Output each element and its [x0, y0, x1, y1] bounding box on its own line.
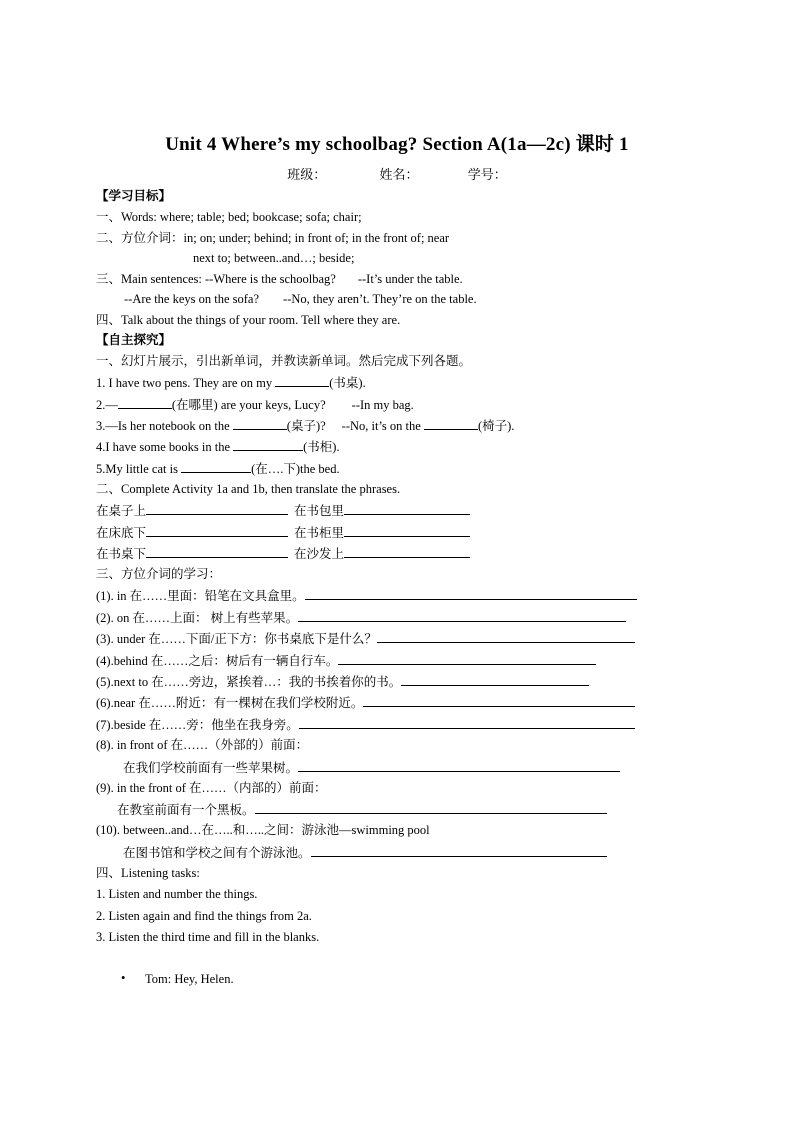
question-3-hint: (桌子)?: [286, 419, 326, 433]
preposition-between: (10). between..and…在…..和…..之间：游泳池—swimming pool: [96, 823, 430, 837]
sentence-blank[interactable]: [299, 716, 635, 729]
preposition-next-to-text: (5).next to 在……旁边，紧挨着…：我的书挨着你的书。: [96, 675, 402, 689]
preposition-in: [96, 587, 637, 604]
translate-row-2: [96, 524, 470, 541]
question-2-text: 2.—: [96, 398, 118, 412]
phrase-on-sofa: 在沙发上: [294, 547, 345, 561]
preposition-beside: [96, 716, 635, 733]
question-4-hint: (书柜).: [303, 440, 340, 454]
question-2-hint: (在哪里) are your keys, Lucy?: [171, 398, 326, 412]
sentence-blank[interactable]: [298, 609, 626, 622]
listening-task-2: 2. Listen again and find the things from 2a.: [96, 909, 312, 923]
in-the-front-of-sentence: 在教室前面有一个黑板。: [117, 803, 255, 817]
translate-row-3: [96, 545, 470, 562]
objective-sentences: [96, 271, 463, 287]
question-2-answer: --In my bag.: [351, 398, 414, 412]
student-info: [0, 164, 794, 183]
question-4: [96, 438, 340, 455]
bullet-icon: •: [121, 971, 126, 985]
sentence-blank[interactable]: [338, 652, 596, 665]
question-1: [96, 374, 366, 391]
translate-blank[interactable]: [146, 502, 288, 515]
phrase-under-desk: 在书桌下: [96, 547, 147, 561]
preposition-in-front-of: (8). in front of 在……（外部的）前面：: [96, 738, 309, 752]
question-5-text: 5.My little cat is: [96, 462, 178, 476]
answer-blank[interactable]: [118, 396, 172, 409]
preposition-on: [96, 609, 626, 626]
sentence-question-1: 三、Main sentences: --Where is the schoolbag?: [96, 272, 336, 286]
preposition-under-text: (3). under 在……下面/正下方：你书桌底下是什么？: [96, 632, 377, 646]
class-label: 班级：: [287, 167, 327, 182]
answer-blank[interactable]: [233, 417, 287, 430]
part-three-instruction: 三、方位介词的学习：: [96, 567, 222, 581]
objective-words: 一、Words: where; table; bed; bookcase; sofa; chair;: [96, 210, 362, 224]
preposition-behind-text: (4).behind 在……之后：树后有一辆自行车。: [96, 654, 339, 668]
sentence-blank[interactable]: [311, 844, 607, 857]
answer-blank[interactable]: [275, 374, 329, 387]
answer-blank[interactable]: [233, 438, 303, 451]
listening-task-1: 1. Listen and number the things.: [96, 887, 258, 901]
question-3: [96, 417, 514, 434]
part-four-instruction: 四、Listening tasks:: [96, 866, 200, 880]
translate-blank[interactable]: [146, 545, 288, 558]
part-two-instruction: 二、Complete Activity 1a and 1b, then translate the phrases.: [96, 482, 401, 496]
sentence-question-2: --Are the keys on the sofa?: [124, 292, 260, 306]
question-5-hint: (在….下)the bed.: [251, 462, 340, 476]
preposition-next-to: [96, 673, 589, 690]
dialog-line-1: Tom: Hey, Helen.: [145, 972, 234, 986]
preposition-in-text: (1). in 在……里面：铅笔在文具盒里。: [96, 589, 305, 603]
preposition-in-the-front-of: (9). in the front of 在……（内部的）前面：: [96, 781, 327, 795]
answer-blank[interactable]: [181, 460, 251, 473]
phrase-under-bed: 在床底下: [96, 526, 147, 540]
sentence-answer-2: --No, they aren’t. They’re on the table.: [283, 292, 477, 306]
sentence-blank[interactable]: [401, 673, 589, 686]
in-front-of-sentence: 在我们学校前面有一些苹果树。: [123, 761, 299, 775]
phrase-on-desk: 在桌子上: [96, 504, 147, 518]
phrase-in-schoolbag: 在书包里: [294, 504, 345, 518]
page-title: Unit 4 Where’s my schoolbag? Section A(1a—2c) 课时 1: [165, 134, 629, 155]
preposition-under: [96, 630, 635, 647]
sentence-blank[interactable]: [377, 630, 635, 643]
objective-prepositions: 二、方位介词：in; on; under; behind; in front of; in the front of; near: [96, 231, 450, 245]
objective-prepositions-cont: next to; between..and…; beside;: [193, 251, 355, 265]
phrase-in-bookcase: 在书柜里: [294, 526, 345, 540]
objective-sentences-2: [124, 291, 477, 307]
between-sentence: 在图书馆和学校之间有个游泳池。: [123, 846, 311, 860]
answer-blank[interactable]: [424, 417, 478, 430]
preposition-beside-text: (7).beside 在……旁：他坐在我身旁。: [96, 718, 299, 732]
sentence-blank[interactable]: [298, 759, 620, 772]
preposition-behind: [96, 652, 596, 669]
preposition-on-text: (2). on 在……上面： 树上有些苹果。: [96, 611, 299, 625]
translate-row-1: [96, 502, 470, 519]
listening-task-3: 3. Listen the third time and fill in the blanks.: [96, 930, 320, 944]
objective-talk: 四、Talk about the things of your room. Tell where they are.: [96, 313, 401, 327]
explore-heading: 【自主探究】: [96, 333, 172, 347]
preposition-in-front-of-example: [123, 759, 620, 776]
question-3-text: 3.—Is her notebook on the: [96, 419, 230, 433]
question-2: [96, 396, 414, 413]
question-3-hint-2: (椅子).: [477, 419, 515, 433]
sentence-blank[interactable]: [305, 587, 637, 600]
part-one-instruction: 一、幻灯片展示，引出新单词，并教读新单词。然后完成下列各题。: [96, 354, 472, 368]
question-1-text: 1. I have two pens. They are on my: [96, 376, 273, 390]
objectives-heading: 【学习目标】: [96, 189, 172, 203]
name-label: 姓名：: [379, 167, 419, 182]
question-4-text: 4.I have some books in the: [96, 440, 231, 454]
preposition-near-text: (6).near 在……附近：有一棵树在我们学校附近。: [96, 696, 364, 710]
preposition-between-example: [123, 844, 607, 861]
number-label: 学号：: [467, 167, 507, 182]
translate-blank[interactable]: [344, 502, 470, 515]
translate-blank[interactable]: [344, 545, 470, 558]
question-1-hint: (书桌).: [329, 376, 366, 390]
translate-blank[interactable]: [344, 524, 470, 537]
question-5: [96, 460, 340, 477]
preposition-in-the-front-of-example: [117, 801, 607, 818]
sentence-blank[interactable]: [255, 801, 607, 814]
translate-blank[interactable]: [146, 524, 288, 537]
question-3-answer: --No, it’s on the: [341, 419, 421, 433]
preposition-near: [96, 694, 635, 711]
sentence-answer-1: --It’s under the table.: [357, 272, 463, 286]
sentence-blank[interactable]: [363, 694, 635, 707]
